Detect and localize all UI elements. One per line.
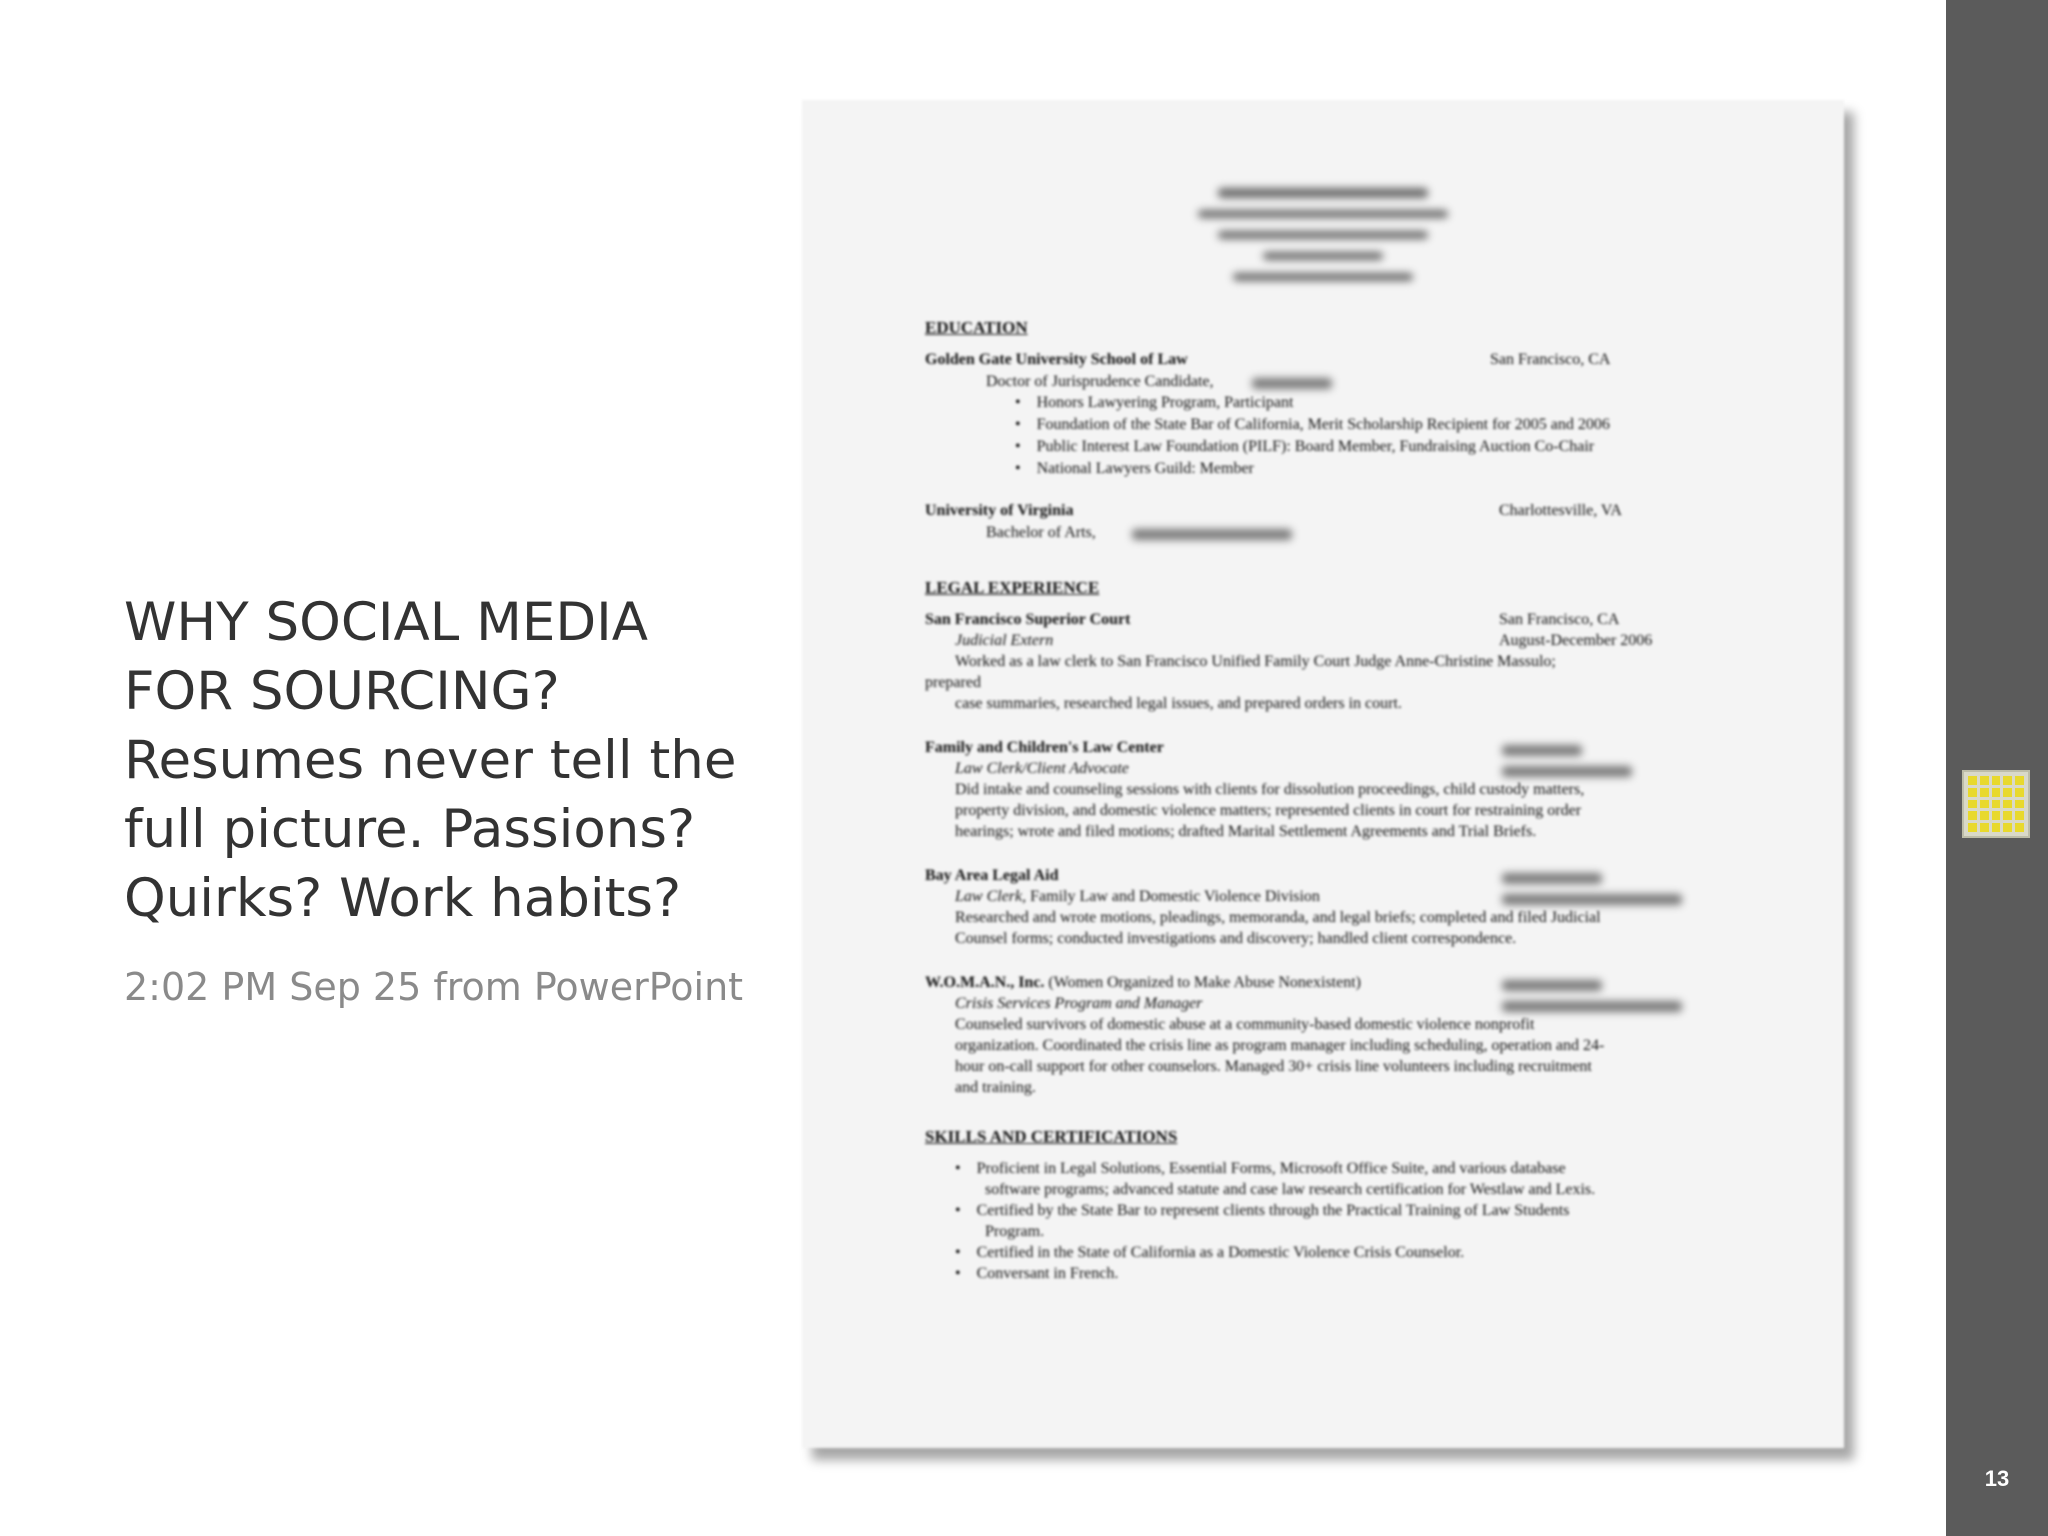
resume-edu-bullet-1: • Honors Lawyering Program, Participant <box>1015 394 1294 411</box>
resume-degree-2: Bachelor of Arts, <box>986 524 1096 541</box>
page-number: 13 <box>1984 1466 2010 1491</box>
resume-desc-3-line-2: Counsel forms; conducted investigations and discovery; handled client correspondence. <box>955 930 1517 947</box>
resume-education-heading: EDUCATION <box>925 318 1028 337</box>
resume-org-3: Bay Area Legal Aid <box>925 867 1059 884</box>
post-timestamp: 2:02 PM Sep 25 from PowerPoint <box>124 965 744 1009</box>
resume-school-2: University of Virginia <box>925 502 1074 519</box>
resume-desc-1-line-2: prepared <box>925 674 981 691</box>
resume-desc-4-line-3: hour on-call support for other counselors. Managed 30+ crisis line volunteers including recruitment <box>955 1058 1592 1075</box>
headline-line-5: Quirks? Work habits? <box>124 868 682 929</box>
resume-edu-bullet-2: • Foundation of the State Bar of California, Merit Scholarship Recipient for 2005 and 2006 <box>1015 416 1610 433</box>
resume-desc-4-line-4: and training. <box>955 1079 1036 1096</box>
resume-desc-3-line-1: Researched and wrote motions, pleadings, memoranda, and legal briefs; completed and filed Judicial <box>955 909 1601 926</box>
resume-skill-line-3: • Certified by the State Bar to represent clients through the Practical Training of Law Students <box>955 1202 1570 1219</box>
resume-edu-bullet-3: • Public Interest Law Foundation (PILF): Board Member, Fundraising Auction Co-Chair <box>1015 438 1595 455</box>
resume-role-4: Crisis Services Program and Manager <box>955 995 1203 1012</box>
slide-side-panel <box>1946 0 2048 1536</box>
resume-skills-heading: SKILLS AND CERTIFICATIONS <box>925 1127 1178 1146</box>
resume-school-1: Golden Gate University School of Law <box>925 351 1188 368</box>
resume-contact-header-redacted <box>802 188 1844 298</box>
resume-desc-2-line-1: Did intake and counseling sessions with clients for dissolution proceedings, child custody matters, <box>955 781 1585 798</box>
resume-org-2: Family and Children's Law Center <box>925 739 1164 756</box>
resume-skill-line-4: Program. <box>985 1223 1045 1240</box>
resume-degree-1: Doctor of Jurisprudence Candidate, <box>986 373 1214 390</box>
blurred-resume-image <box>802 100 1844 1448</box>
slide-headline <box>124 588 784 933</box>
resume-desc-1-line-3: case summaries, researched legal issues, and prepared orders in court. <box>955 695 1402 712</box>
resume-school-2-location: Charlottesville, VA <box>1499 502 1622 519</box>
headline-line-3: Resumes never tell the <box>124 730 737 791</box>
headline-line-1: WHY SOCIAL MEDIA <box>124 592 649 653</box>
resume-legal-heading: LEGAL EXPERIENCE <box>925 578 1100 597</box>
resume-role-2: Law Clerk/Client Advocate <box>955 760 1129 777</box>
resume-desc-4-line-1: Counseled survivors of domestic abuse at a community-based domestic violence nonprofit <box>955 1016 1535 1033</box>
resume-date-1: August-December 2006 <box>1499 632 1653 649</box>
resume-desc-1-line-1: Worked as a law clerk to San Francisco Unified Family Court Judge Anne-Christine Massulo; <box>955 653 1556 670</box>
resume-skill-line-5: • Certified in the State of California as a Domestic Violence Crisis Counselor. <box>955 1244 1465 1261</box>
resume-org-1: San Francisco Superior Court <box>925 611 1131 628</box>
grid-icon[interactable] <box>1962 770 2030 838</box>
resume-desc-2-line-2: property division, and domestic violence matters; represented clients in court for restraining order <box>955 802 1582 819</box>
headline-line-2: FOR SOURCING? <box>124 661 560 722</box>
resume-role-1: Judicial Extern <box>955 632 1054 649</box>
resume-org-4: W.O.M.A.N., Inc. (Women Organized to Make Abuse Nonexistent) <box>925 974 1361 991</box>
resume-skill-line-1: • Proficient in Legal Solutions, Essential Forms, Microsoft Office Suite, and various database <box>955 1160 1566 1177</box>
resume-edu-bullet-4: • National Lawyers Guild: Member <box>1015 460 1254 477</box>
resume-role-3: Law Clerk, Family Law and Domestic Violence Division <box>955 888 1320 905</box>
resume-school-1-location: San Francisco, CA <box>1490 351 1611 368</box>
resume-skill-line-2: software programs; advanced statute and case law research certification for Westlaw and Lexis. <box>985 1181 1596 1198</box>
resume-desc-2-line-3: hearings; wrote and filed motions; drafted Marital Settlement Agreements and Trial Briefs. <box>955 823 1537 840</box>
headline-line-4: full picture. Passions? <box>124 799 696 860</box>
resume-org-1-location: San Francisco, CA <box>1499 611 1620 628</box>
resume-desc-4-line-2: organization. Coordinated the crisis line as program manager including scheduling, operation and 24- <box>955 1037 1605 1054</box>
resume-skill-line-6: • Conversant in French. <box>955 1265 1119 1282</box>
